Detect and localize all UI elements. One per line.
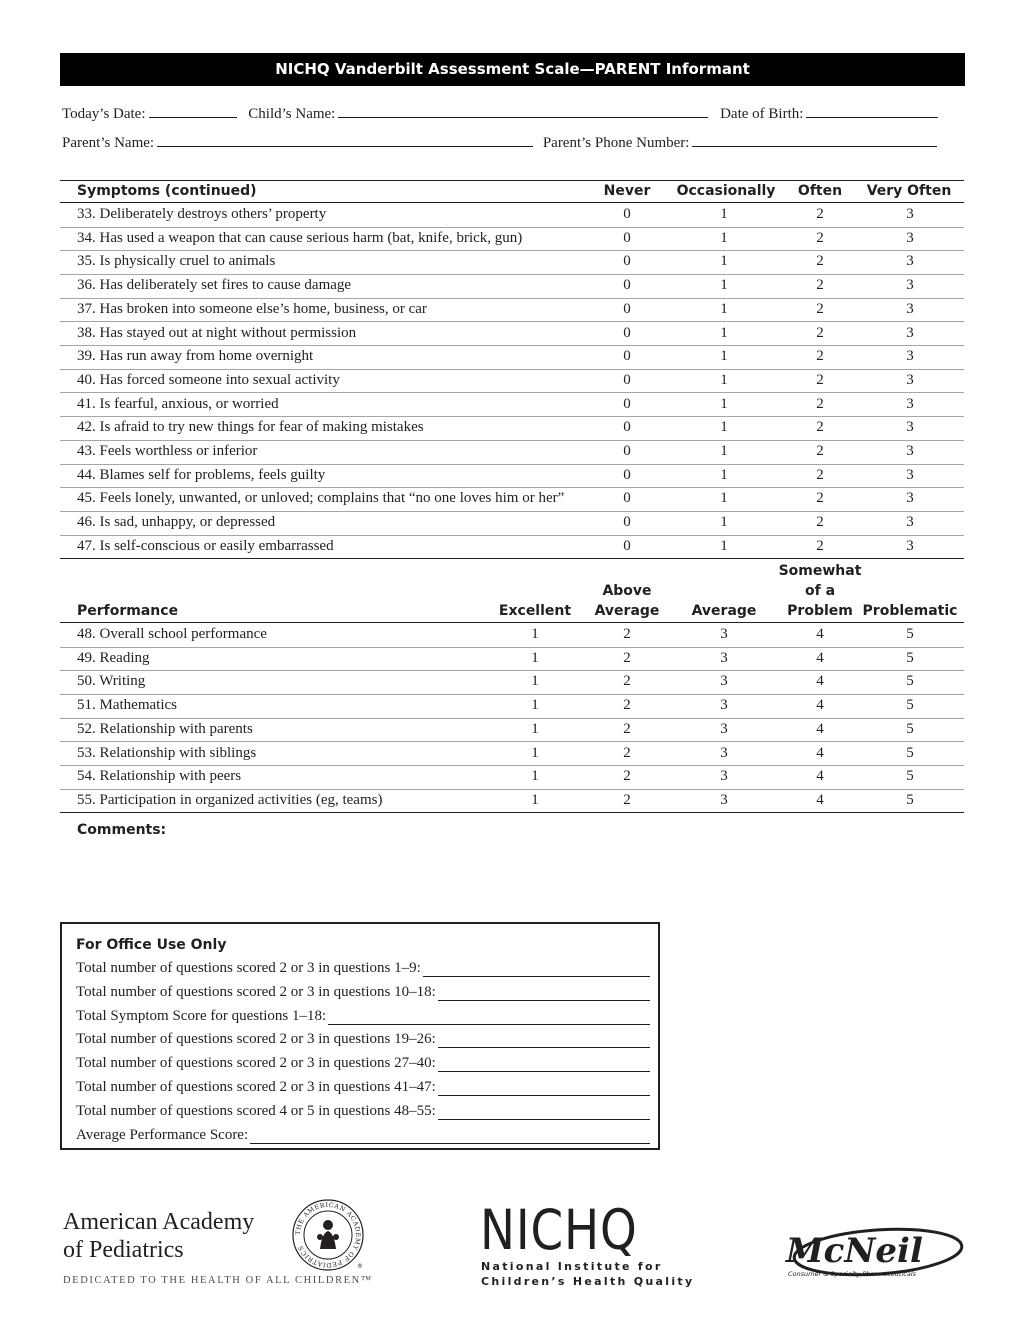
symptom-row xyxy=(60,511,964,536)
symptom-rating-option[interactable]: 2 xyxy=(816,206,824,222)
office-score-line xyxy=(76,1031,436,1048)
header-fields-row-1 xyxy=(62,104,938,123)
performance-rating-option[interactable]: 3 xyxy=(720,649,728,666)
header-fields-row-2 xyxy=(62,133,937,152)
performance-row xyxy=(60,623,964,648)
office-use-box xyxy=(60,922,660,1150)
performance-rating-option[interactable]: 1 xyxy=(531,768,539,785)
performance-column-header: of a xyxy=(804,583,836,599)
symptom-label: 40. Has forced someone into sexual activity xyxy=(77,371,340,388)
office-score-label: Total number of questions scored 2 or 3 in questions 19–26: xyxy=(76,1031,436,1048)
symptom-rating-option[interactable]: 3 xyxy=(906,514,914,531)
symptom-rating-option[interactable]: 3 xyxy=(906,537,914,554)
symptom-label: 35. Is physically cruel to animals xyxy=(77,253,276,270)
office-score-field[interactable] xyxy=(438,1033,650,1048)
parents-phone-field[interactable] xyxy=(692,133,937,147)
comments-label: Comments: xyxy=(77,822,167,838)
symptom-label: 45. Feels lonely, unwanted, or unloved; complains that “no one loves him or her” xyxy=(77,490,565,507)
symptom-rating-option[interactable]: 2 xyxy=(816,371,824,388)
symptom-rating-option[interactable]: 1 xyxy=(720,371,728,388)
symptom-label: 41. Is fearful, anxious, or worried xyxy=(77,395,279,412)
performance-rating-option[interactable]: 2 xyxy=(623,673,631,690)
office-score-label: Total number of questions scored 2 or 3 in questions 1–9: xyxy=(76,960,421,976)
performance-rating-option[interactable]: 1 xyxy=(531,697,539,714)
performance-column-header: Above xyxy=(602,583,652,599)
performance-rating-option[interactable]: 5 xyxy=(906,673,914,690)
symptom-row xyxy=(60,535,964,560)
symptom-row xyxy=(60,322,964,347)
parents-phone-label: Parent’s Phone Number: xyxy=(542,135,690,151)
performance-rating-option[interactable]: 5 xyxy=(906,791,914,808)
symptom-row xyxy=(60,464,964,489)
symptom-rating-option[interactable]: 2 xyxy=(816,537,824,554)
performance-column-header: Average xyxy=(594,603,660,619)
performance-rating-option[interactable]: 1 xyxy=(531,791,539,808)
performance-rating-option[interactable]: 4 xyxy=(816,791,824,808)
performance-rating-option[interactable]: 1 xyxy=(531,744,539,761)
symptom-rating-option[interactable]: 3 xyxy=(906,253,914,270)
office-score-label: Total number of questions scored 2 or 3 in questions 41–47: xyxy=(76,1079,436,1095)
childs-name-field[interactable] xyxy=(338,104,708,118)
performance-column-header: Average xyxy=(691,603,757,619)
office-score-label: Total number of questions scored 2 or 3 in questions 10–18: xyxy=(76,983,436,1000)
date-of-birth-field[interactable] xyxy=(806,104,938,118)
performance-label: 53. Relationship with siblings xyxy=(77,744,257,761)
symptom-rating-option[interactable]: 3 xyxy=(906,443,914,459)
symptom-rating-option[interactable]: 1 xyxy=(720,514,728,531)
symptom-rating-option[interactable]: 3 xyxy=(906,419,914,436)
symptom-rating-option[interactable]: 1 xyxy=(720,300,728,317)
todays-date-label: Today’s Date: xyxy=(62,106,146,122)
symptoms-heading: Symptoms (continued) xyxy=(77,183,257,199)
symptom-rating-option[interactable]: 1 xyxy=(720,253,728,270)
symptom-rating-option[interactable]: 3 xyxy=(906,371,914,388)
performance-table xyxy=(60,561,964,817)
nichq-subtitle-2: Children’s Health Quality xyxy=(481,1275,695,1288)
symptom-row xyxy=(60,298,964,323)
office-score-line xyxy=(76,1127,248,1144)
performance-rating-option[interactable]: 1 xyxy=(531,720,539,737)
mcneil-logo-icon xyxy=(780,1222,966,1290)
symptom-rating-option[interactable]: 0 xyxy=(623,466,631,483)
symptom-row xyxy=(60,203,964,228)
symptom-rating-option[interactable]: 3 xyxy=(906,466,914,483)
performance-rating-option[interactable]: 2 xyxy=(623,649,631,666)
performance-row xyxy=(60,765,964,790)
symptom-label: 42. Is afraid to try new things for fear of making mistakes xyxy=(77,419,424,436)
symptom-rating-option[interactable]: 2 xyxy=(816,443,824,459)
performance-rating-option[interactable]: 3 xyxy=(720,626,728,642)
symptom-rating-option[interactable]: 1 xyxy=(720,466,728,483)
parents-name-field[interactable] xyxy=(157,133,533,147)
symptom-row xyxy=(60,393,964,418)
performance-row xyxy=(60,742,964,767)
symptom-rating-option[interactable]: 2 xyxy=(816,419,824,436)
performance-rating-option[interactable]: 3 xyxy=(720,697,728,714)
performance-rating-option[interactable]: 1 xyxy=(531,649,539,666)
performance-rating-option[interactable]: 4 xyxy=(816,744,824,761)
symptom-rating-option[interactable]: 1 xyxy=(720,206,728,222)
symptom-rating-option[interactable]: 2 xyxy=(816,395,824,412)
performance-row xyxy=(60,647,964,672)
performance-rating-option[interactable]: 3 xyxy=(720,720,728,737)
performance-rating-option[interactable]: 2 xyxy=(623,791,631,808)
office-score-field[interactable] xyxy=(328,1010,650,1025)
performance-rating-option[interactable]: 1 xyxy=(531,626,539,642)
office-use-title: For Office Use Only xyxy=(76,937,227,953)
aap-line-1: American Academy xyxy=(63,1209,255,1235)
symptom-rating-option[interactable]: 3 xyxy=(906,206,914,222)
performance-rating-option[interactable]: 5 xyxy=(906,720,914,737)
performance-rating-option[interactable]: 3 xyxy=(720,791,728,808)
symptom-rating-option[interactable]: 2 xyxy=(816,324,824,341)
symptom-rating-option[interactable]: 0 xyxy=(623,490,631,507)
symptom-row xyxy=(60,440,964,465)
performance-label: 52. Relationship with parents xyxy=(77,720,253,737)
performance-row xyxy=(60,789,964,814)
symptom-rating-option[interactable]: 2 xyxy=(816,490,824,507)
symptom-row xyxy=(60,274,964,299)
performance-rating-option[interactable]: 2 xyxy=(623,744,631,761)
office-score-line xyxy=(76,1103,436,1120)
performance-rating-option[interactable]: 4 xyxy=(816,673,824,690)
symptom-rating-option[interactable]: 1 xyxy=(720,419,728,436)
symptom-label: 44. Blames self for problems, feels guilty xyxy=(77,466,326,483)
performance-rating-option[interactable]: 5 xyxy=(906,649,914,666)
symptom-rating-option[interactable]: 1 xyxy=(720,348,728,365)
date-of-birth-label: Date of Birth: xyxy=(720,106,804,122)
symptom-rating-option[interactable]: 2 xyxy=(816,253,824,270)
symptom-row xyxy=(60,369,964,394)
performance-rating-option[interactable]: 2 xyxy=(623,697,631,714)
office-score-field[interactable] xyxy=(438,986,650,1001)
performance-rating-option[interactable]: 3 xyxy=(720,673,728,690)
performance-rating-option[interactable]: 2 xyxy=(623,768,631,785)
symptom-rating-option[interactable]: 2 xyxy=(816,348,824,365)
office-score-line xyxy=(76,984,436,1001)
registered-mark: ® xyxy=(357,1263,363,1270)
performance-rating-option[interactable]: 2 xyxy=(623,626,631,642)
office-score-line xyxy=(76,1079,436,1096)
symptom-rating-option[interactable]: 0 xyxy=(623,348,631,365)
symptom-label: 37. Has broken into someone else’s home, business, or car xyxy=(77,300,427,317)
performance-rating-option[interactable]: 5 xyxy=(906,697,914,714)
performance-rating-option[interactable]: 5 xyxy=(906,626,914,642)
symptom-rating-option[interactable]: 1 xyxy=(720,537,728,554)
symptom-rating-option[interactable]: 1 xyxy=(720,324,728,341)
svg-text:THE AMERICAN ACADEMY OF PEDIAT: THE AMERICAN ACADEMY OF PEDIATRICS xyxy=(294,1201,362,1269)
performance-rating-option[interactable]: 4 xyxy=(816,720,824,737)
symptoms-table xyxy=(60,180,964,560)
symptom-label: 46. Is sad, unhappy, or depressed xyxy=(77,514,276,531)
office-score-label: Average Performance Score: xyxy=(76,1126,249,1143)
aap-tagline: DEDICATED TO THE HEALTH OF ALL CHILDREN™ xyxy=(63,1275,373,1286)
symptom-rating-option[interactable]: 0 xyxy=(623,443,631,459)
performance-rating-option[interactable]: 5 xyxy=(906,744,914,761)
office-score-line xyxy=(76,960,421,977)
symptom-row xyxy=(60,250,964,275)
performance-rating-option[interactable]: 4 xyxy=(816,626,824,642)
symptom-rating-option[interactable]: 2 xyxy=(816,466,824,483)
symptom-rating-option[interactable]: 2 xyxy=(816,229,824,246)
symptom-rating-option[interactable]: 2 xyxy=(816,277,824,294)
symptom-rating-option[interactable]: 0 xyxy=(623,419,631,436)
symptom-rating-option[interactable]: 0 xyxy=(623,253,631,270)
symptom-rating-option[interactable]: 3 xyxy=(906,395,914,412)
symptom-rating-option[interactable]: 0 xyxy=(623,300,631,317)
office-score-field[interactable] xyxy=(438,1081,650,1096)
svg-text:McNeil: McNeil xyxy=(786,1231,923,1271)
symptom-rating-option[interactable]: 1 xyxy=(720,443,728,459)
symptom-rating-option[interactable]: 2 xyxy=(816,514,824,531)
col-never: Never xyxy=(603,183,651,199)
col-often: Often xyxy=(797,183,843,199)
performance-rating-option[interactable]: 5 xyxy=(906,768,914,785)
form-title: NICHQ Vanderbilt Assessment Scale—PARENT Informant xyxy=(60,53,965,86)
symptom-rating-option[interactable]: 0 xyxy=(623,395,631,412)
office-score-label: Total number of questions scored 2 or 3 in questions 27–40: xyxy=(76,1055,436,1072)
performance-row xyxy=(60,670,964,695)
symptom-rating-option[interactable]: 3 xyxy=(906,277,914,294)
performance-row xyxy=(60,694,964,719)
aap-logo-text xyxy=(63,1208,254,1264)
todays-date-field[interactable] xyxy=(149,104,237,118)
performance-heading: Performance xyxy=(77,603,179,619)
symptom-label: 36. Has deliberately set fires to cause damage xyxy=(77,277,352,294)
symptom-label: 39. Has run away from home overnight xyxy=(77,348,314,365)
symptom-label: 34. Has used a weapon that can cause serious harm (bat, knife, brick, gun) xyxy=(77,229,523,246)
performance-label: 49. Reading xyxy=(77,649,150,666)
performance-row xyxy=(60,718,964,743)
symptom-rating-option[interactable]: 3 xyxy=(906,490,914,507)
performance-column-header: Problem xyxy=(787,603,853,619)
symptom-rating-option[interactable]: 0 xyxy=(623,371,631,388)
symptom-rating-option[interactable]: 1 xyxy=(720,277,728,294)
performance-label: 55. Participation in organized activities (eg, teams) xyxy=(77,791,383,808)
symptom-rating-option[interactable]: 3 xyxy=(906,324,914,341)
performance-label: 51. Mathematics xyxy=(77,697,177,714)
office-score-label: Total Symptom Score for questions 1–18: xyxy=(76,1007,327,1024)
office-score-field[interactable] xyxy=(438,1105,650,1120)
performance-column-header: Problematic xyxy=(862,603,958,619)
performance-rating-option[interactable]: 4 xyxy=(816,697,824,714)
symptom-rating-option[interactable]: 1 xyxy=(720,490,728,507)
performance-label: 54. Relationship with peers xyxy=(77,768,242,785)
performance-rating-option[interactable]: 3 xyxy=(720,744,728,761)
performance-rating-option[interactable]: 1 xyxy=(531,673,539,690)
symptom-row xyxy=(60,487,964,512)
performance-label: 48. Overall school performance xyxy=(77,626,267,642)
symptom-rating-option[interactable]: 0 xyxy=(623,206,631,222)
aap-seal-icon xyxy=(290,1197,366,1273)
performance-column-header: Excellent xyxy=(498,603,572,619)
performance-label: 50. Writing xyxy=(77,673,146,690)
symptom-rating-option[interactable]: 0 xyxy=(623,277,631,294)
nichq-subtitle-1: National Institute for xyxy=(481,1260,663,1273)
performance-rating-option[interactable]: 2 xyxy=(623,720,631,737)
office-score-label: Total number of questions scored 4 or 5 in questions 48–55: xyxy=(76,1102,436,1119)
office-score-field[interactable] xyxy=(423,962,650,977)
performance-rating-option[interactable]: 4 xyxy=(816,768,824,785)
symptom-rating-option[interactable]: 3 xyxy=(906,300,914,317)
symptom-rating-option[interactable]: 0 xyxy=(623,537,631,554)
parents-name-label: Parent’s Name: xyxy=(62,135,155,151)
office-score-line xyxy=(76,1055,436,1072)
nichq-logo-text: NICHQ xyxy=(480,1198,638,1262)
performance-rating-option[interactable]: 3 xyxy=(720,768,728,785)
symptom-row xyxy=(60,227,964,252)
performance-rating-option[interactable]: 4 xyxy=(816,649,824,666)
office-score-field[interactable] xyxy=(250,1129,650,1144)
symptom-rating-option[interactable]: 0 xyxy=(623,514,631,531)
office-score-line xyxy=(76,1008,326,1025)
col-very-often: Very Often xyxy=(866,183,952,199)
symptom-row xyxy=(60,416,964,441)
symptom-label: 38. Has stayed out at night without permission xyxy=(77,324,357,341)
performance-column-header: Somewhat xyxy=(778,563,862,579)
symptom-rating-option[interactable]: 1 xyxy=(720,229,728,246)
col-occasionally: Occasionally xyxy=(676,183,776,199)
symptom-label: 33. Deliberately destroys others’ property xyxy=(77,206,327,222)
office-score-field[interactable] xyxy=(438,1057,650,1072)
symptom-rating-option[interactable]: 0 xyxy=(623,324,631,341)
childs-name-label: Child’s Name: xyxy=(248,106,336,122)
symptom-rating-option[interactable]: 1 xyxy=(720,395,728,412)
symptom-label: 47. Is self-conscious or easily embarrassed xyxy=(77,537,334,554)
symptom-rating-option[interactable]: 0 xyxy=(623,229,631,246)
symptom-rating-option[interactable]: 2 xyxy=(816,300,824,317)
symptom-rating-option[interactable]: 3 xyxy=(906,348,914,365)
symptom-label: 43. Feels worthless or inferior xyxy=(77,443,258,459)
svg-text:Consumer & Specialty Pharmaceu: Consumer & Specialty Pharmaceuticals xyxy=(788,1270,917,1278)
aap-line-2: of Pediatrics xyxy=(63,1237,184,1263)
symptom-rating-option[interactable]: 3 xyxy=(906,229,914,246)
symptom-row xyxy=(60,345,964,370)
